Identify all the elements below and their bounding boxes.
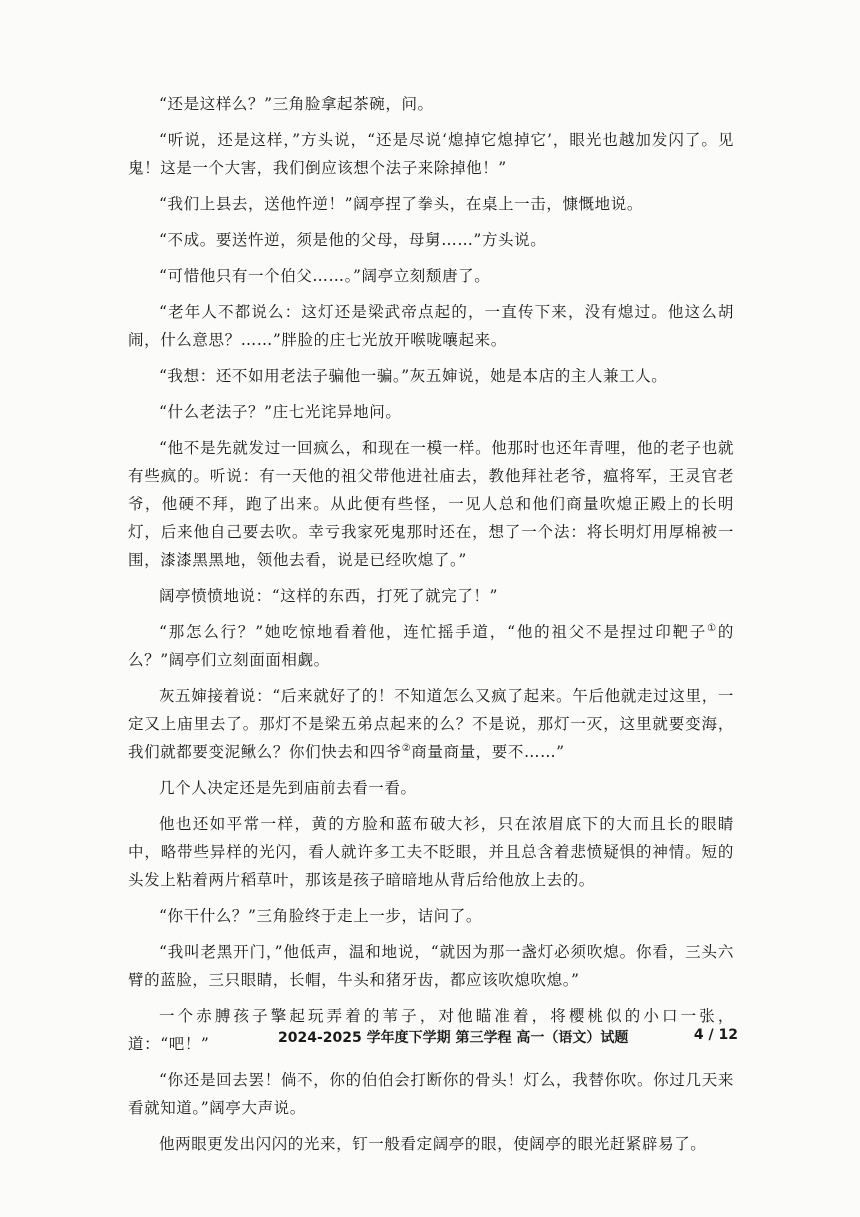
- paragraph-text: “那怎么行？”她吃惊地看着他，连忙摇手道，“他的祖父不是捏过印靶子: [159, 623, 708, 641]
- page-number: 4 / 12: [693, 1027, 738, 1043]
- paragraph: 他两眼更发出闪闪的光来，钉一般看定阔亭的眼，使阔亭的眼光赶紧辟易了。: [159, 1135, 707, 1153]
- paragraph: “不成。要送忤逆，须是他的父母，母舅……”方头说。: [159, 231, 547, 249]
- paragraph: “我们上县去，送他忤逆！”阔亭捏了拳头，在桌上一击，慷慨地说。: [159, 195, 643, 213]
- paragraph-with-footnote: [128, 682, 734, 766]
- paragraph-text: 的么？”阔亭们立刻面面相觑。: [128, 623, 734, 669]
- paragraph: “听说，还是这样，”方头说，“还是尽说‘熄掉它熄掉它’，眼光也越加发闪了。见鬼！这是一个大害，我们倒应该想个法子来除掉他！”: [128, 131, 734, 177]
- paragraph: 几个人决定还是先到庙前去看一看。: [159, 779, 417, 797]
- paragraph: “可惜他只有一个伯父……。”阔亭立刻颓唐了。: [159, 267, 491, 285]
- exam-title: 2024-2025 学年度下学期 第三学程 高一（语文）试题: [278, 1030, 629, 1046]
- page-footer: [128, 1027, 738, 1051]
- story-text: [128, 90, 734, 1166]
- paragraph: “我想：还不如用老法子骗他一骗。”灰五婶说，她是本店的主人兼工人。: [159, 367, 668, 385]
- paragraph: “他不是先就发过一回疯么，和现在一模一样。他那时也还年青哩，他的老子也就有些疯的。听说：有一天他的祖父带他进社庙去，教他拜社老爷，瘟将军，王灵官老爷，他硬不拜，跑了出来。从此便有些怪，一见人总和他们商量吹熄正殿上的长明灯，后来他自己要去吹。幸亏我家死鬼那时还在，想了一个法：将长明灯用厚棉被一围，漆漆黑黑地，领他去看，说是已经吹熄了。”: [128, 439, 734, 569]
- paragraph: 他也还如平常一样，黄的方脸和蓝布破大衫，只在浓眉底下的大而且长的眼睛中，略带些异样的光闪，看人就许多工夫不眨眼，并且总含着悲愤疑惧的神情。短的头发上粘着两片稻草叶，那该是孩子暗暗地从背后给他放上去的。: [128, 815, 734, 889]
- paragraph: “还是这样么？”三角脸拿起茶碗，问。: [159, 95, 434, 113]
- footnote-marker: ②: [401, 742, 412, 754]
- paragraph: “什么老法子？”庄七光诧异地问。: [159, 403, 402, 421]
- paragraph: 阔亭愤愤地说：“这样的东西，打死了就完了！”: [159, 587, 499, 605]
- paragraph: “你还是回去罢！倘不，你的伯伯会打断你的骨头！灯么，我替你吹。你过几天来看就知道。”阔亭大声说。: [128, 1071, 734, 1117]
- paragraph: “我叫老黑开门，”他低声，温和地说，“就因为那一盏灯必须吹熄。你看，三头六臂的蓝脸，三只眼睛，长帽，牛头和猪牙齿，都应该吹熄吹熄。”: [128, 943, 734, 989]
- paragraph-text: 灰五婶接着说：“后来就好了的！不知道怎么又疯了起来。午后他就走过这里，一定又上庙里去了。那灯不是梁五弟点起来的么？不是说，那灯一灭，这里就要变海，我们就都要变泥鳅么？你们快去和四爷: [128, 687, 734, 761]
- paragraph: “老年人不都说么：这灯还是梁武帝点起的，一直传下来，没有熄过。他这么胡闹，什么意思？……”胖脸的庄七光放开喉咙嚷起来。: [128, 303, 734, 349]
- paragraph: 一个赤膊孩子擎起玩弄着的苇子，对他瞄准着，将樱桃似的小口一张，道：“吧！”: [128, 1007, 734, 1053]
- paragraph-with-footnote: [128, 618, 734, 674]
- paragraph-text: 商量商量，要不……”: [411, 743, 565, 761]
- footnote-marker: ①: [707, 622, 718, 634]
- paragraph: “你干什么？”三角脸终于走上一步，诘问了。: [159, 907, 482, 925]
